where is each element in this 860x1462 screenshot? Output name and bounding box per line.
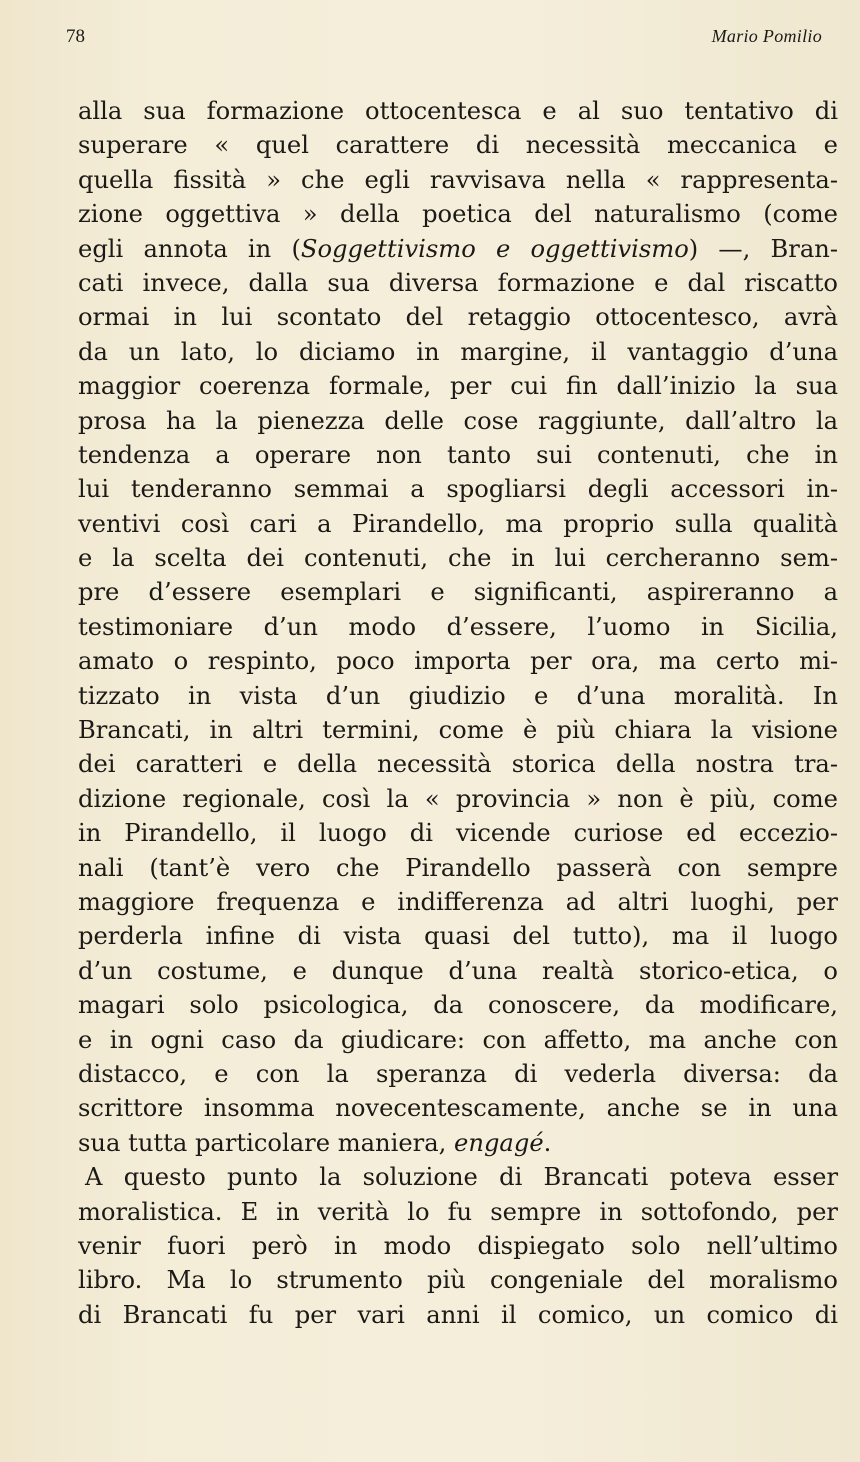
line-end: . <box>543 1128 552 1157</box>
text-line: alla sua formazione ottocentesca e al suo tentativo di <box>78 97 838 125</box>
text-line: prosa ha la pienezza delle cose raggiunte, dall’altro la <box>78 406 838 435</box>
text-line: ormai in lui scontato del retaggio ottocentesco, avrà <box>78 303 838 332</box>
page-number: 78 <box>66 26 85 47</box>
text-line: venir fuori però in modo dispiegato solo nell’ultimo <box>78 1231 838 1260</box>
text-line: ventivi così cari a Pirandello, ma proprio sulla qualità <box>78 509 838 538</box>
text-line: quella fissità » che egli ravvisava nella « rappresenta- <box>78 165 838 194</box>
text-line: moralistica. E in verità lo fu sempre in sottofondo, per <box>78 1197 838 1226</box>
text-line: libro. Ma lo strumento più congeniale del moralismo <box>78 1266 838 1295</box>
text-line: cati invece, dalla sua diversa formazione e dal riscatto <box>78 268 838 297</box>
line-start: sua tutta particolare maniera, <box>78 1128 455 1157</box>
line-start: egli annota in <box>78 234 292 263</box>
text-line: nali (tant’è vero che Pirandello passerà con sempre <box>78 853 838 882</box>
line-end: ) —, Bran- <box>688 234 838 263</box>
text-line: pre d’essere esemplari e significanti, aspireranno a <box>78 578 838 607</box>
text-line: dizione regionale, così la « provincia » non è più, come <box>78 784 838 813</box>
text-line: d’un costume, e dunque d’una realtà storico-etica, o <box>78 956 838 985</box>
text-line: perderla infine di vista quasi del tutto), ma il luogo <box>78 922 838 951</box>
text-line: e in ogni caso da giudicare: con affetto, ma anche con <box>78 1025 838 1054</box>
text-line: testimoniare d’un modo d’essere, l’uomo in Sicilia, <box>78 612 838 641</box>
text-line: magari solo psicologica, da conoscere, da modificare, <box>78 991 838 1020</box>
running-head-author: Mario Pomilio <box>711 26 822 46</box>
text-line: superare « quel carattere di necessità meccanica e <box>78 131 838 160</box>
text-line: egli annota in (Soggettivismo e oggettivismo) —, Bran- <box>78 234 838 263</box>
text-line: di Brancati fu per vari anni il comico, un comico di <box>78 1300 838 1329</box>
engage-word: engagé <box>454 1128 544 1157</box>
text-line: maggiore frequenza e indifferenza ad altri luoghi, per <box>78 887 838 916</box>
text-line: zione oggettiva » della poetica del naturalismo (come <box>78 200 838 229</box>
paragraph-end-line <box>78 1126 838 1160</box>
text-line: amato o respinto, poco importa per ora, ma certo mi- <box>78 647 838 676</box>
essay-title: Soggettivismo e oggettivismo <box>300 234 689 263</box>
page-header <box>66 26 822 50</box>
text-line: e la scelta dei contenuti, che in lui cercheranno sem- <box>78 544 838 573</box>
text-line: lui tenderanno semmai a spogliarsi degli accessori in- <box>78 475 838 504</box>
text-line: maggior coerenza formale, per cui fin dall’inizio la sua <box>78 372 838 401</box>
text-line: in Pirandello, il luogo di vicende curiose ed eccezio- <box>78 819 838 848</box>
body-text <box>78 94 838 1332</box>
text-line: dei caratteri e della necessità storica della nostra tra- <box>78 750 838 779</box>
text-line: tendenza a operare non tanto sui contenuti, che in <box>78 440 838 469</box>
text-line: Brancati, in altri termini, come è più chiara la visione <box>78 716 838 745</box>
text-line: distacco, e con la speranza di vederla diversa: da <box>78 1059 838 1088</box>
paragraph-start-line: A questo punto la soluzione di Brancati poteva esser <box>85 1163 838 1192</box>
text-line: tizzato in vista d’un giudizio e d’una moralità. In <box>78 681 838 710</box>
text-line: da un lato, lo diciamo in margine, il vantaggio d’una <box>78 337 838 366</box>
text-line: scrittore insomma novecentescamente, anche se in una <box>78 1094 838 1123</box>
